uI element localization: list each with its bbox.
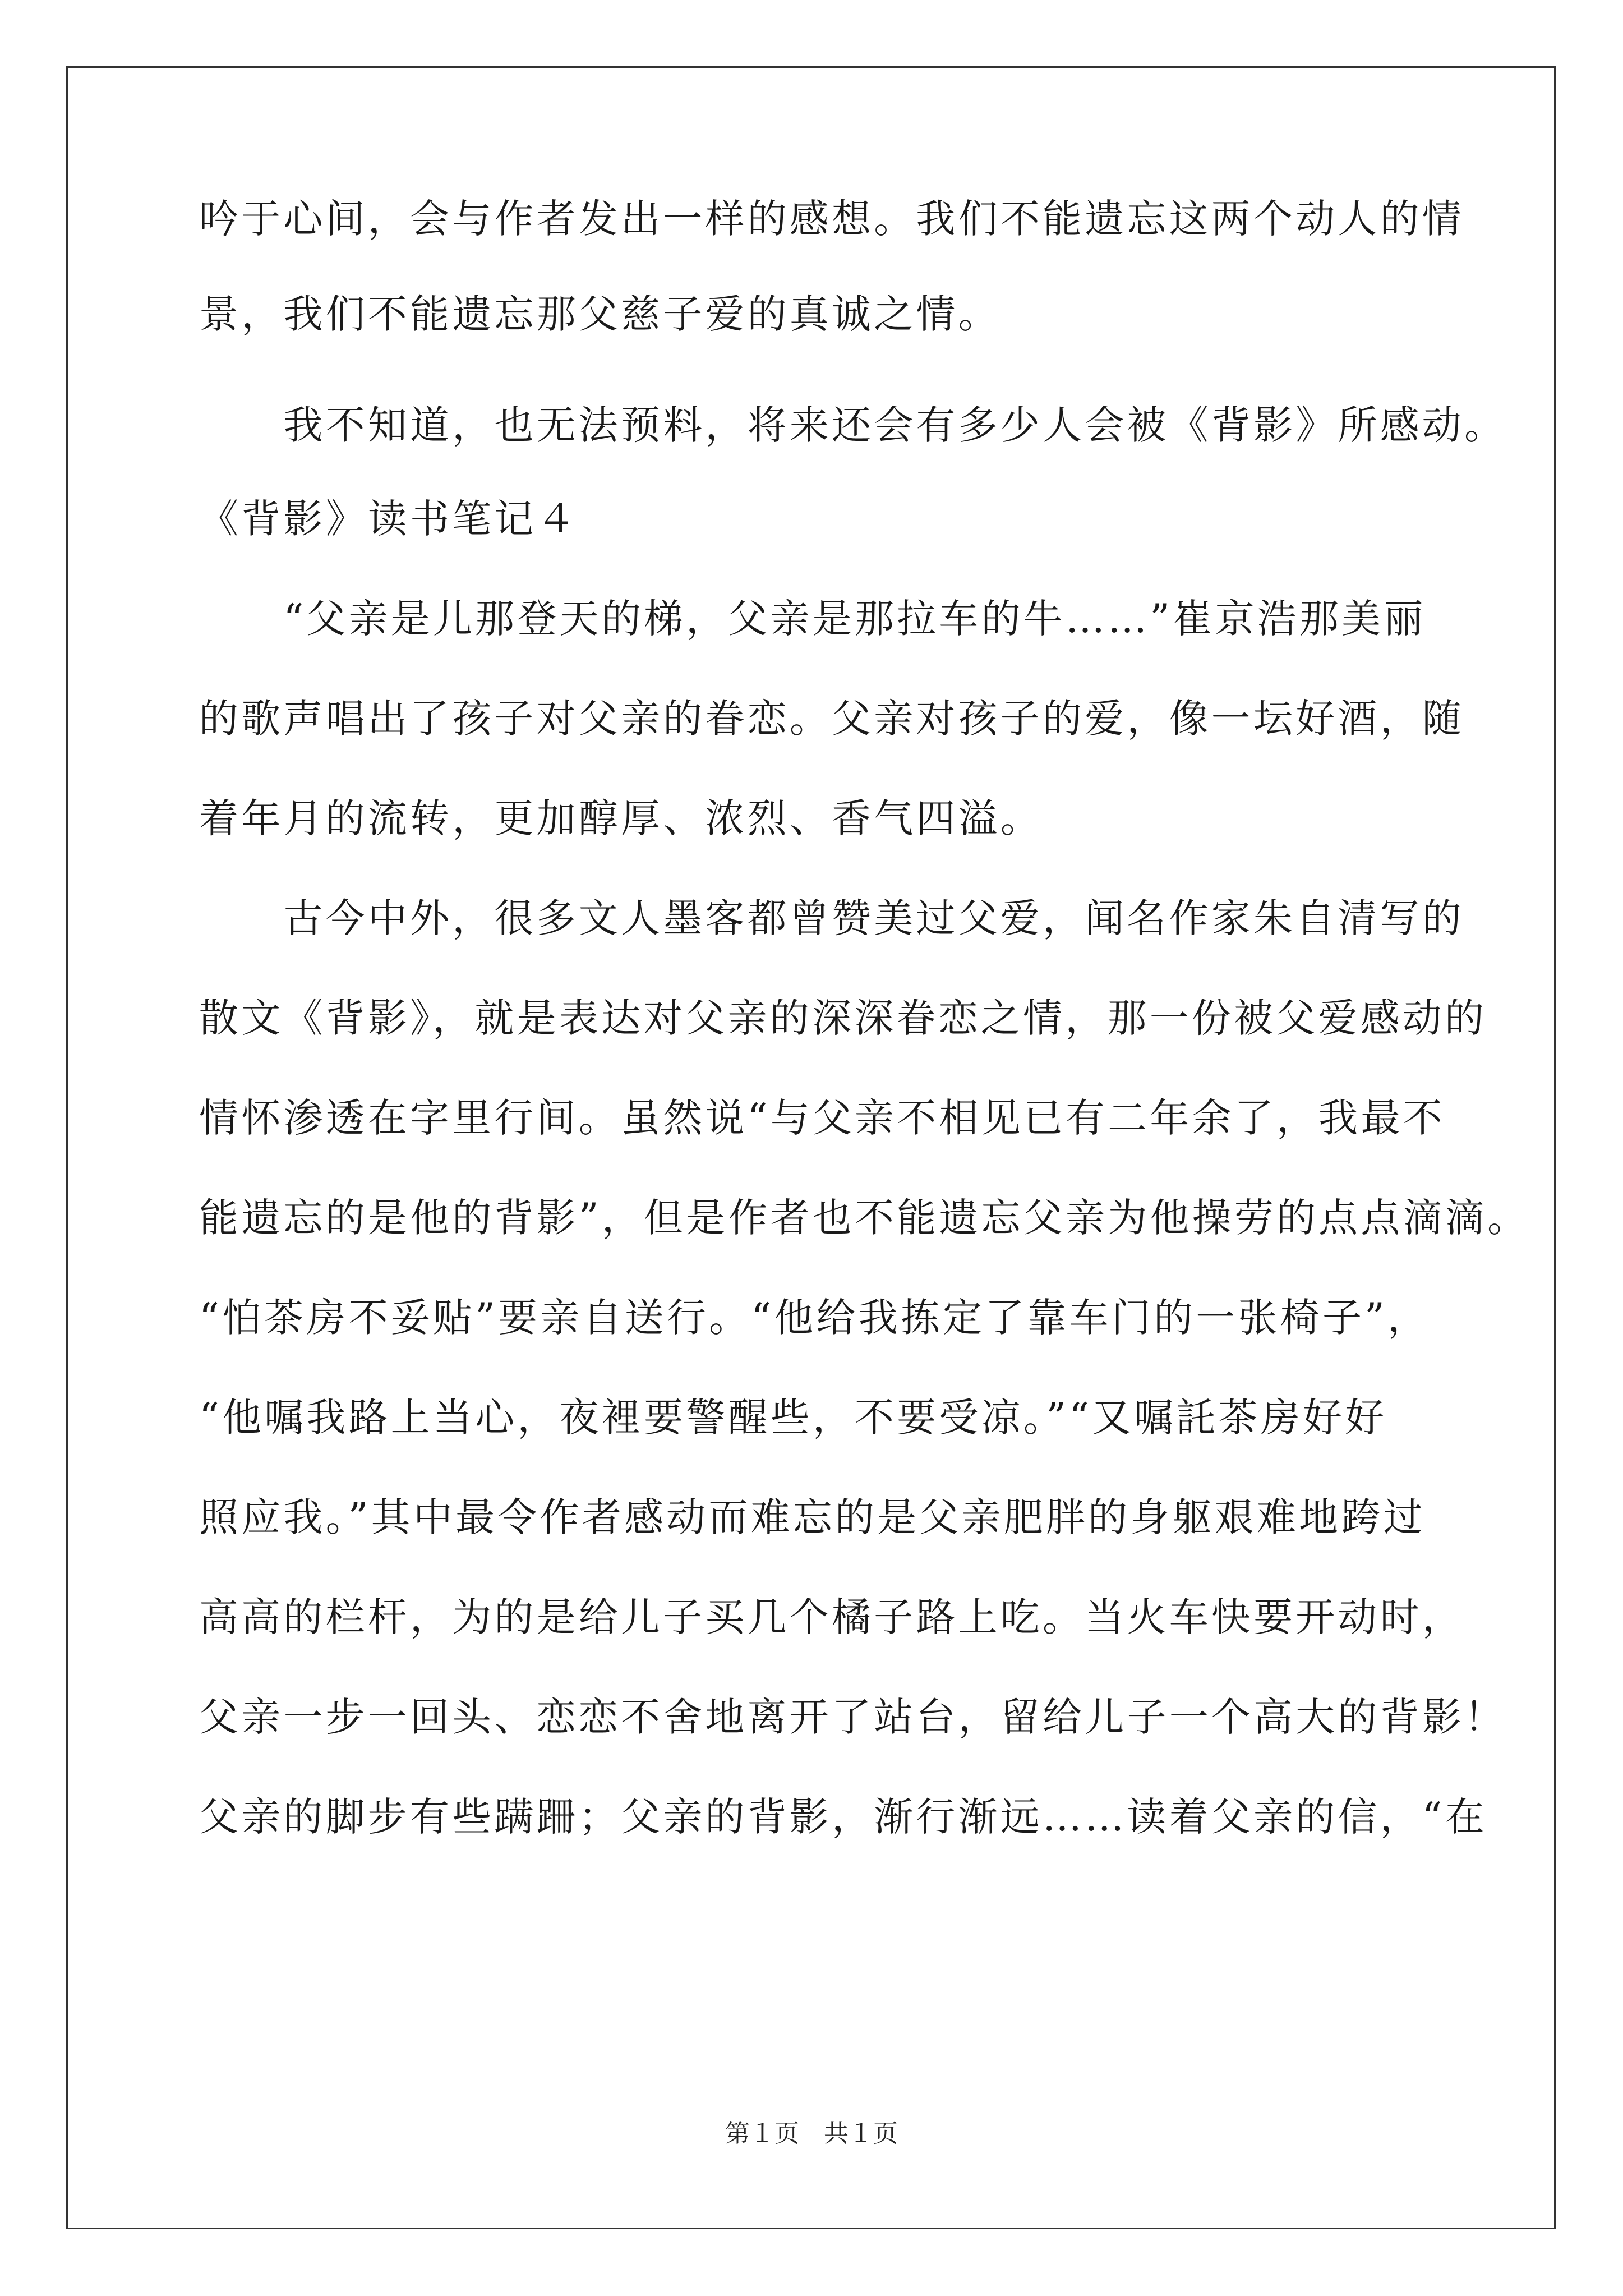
page-number: 第１页 共１页 [725,2119,898,2148]
text-line: 父亲一步一回头、恋恋不舍地离开了站台，留给儿子一个高大的背影！ [199,1694,1507,1740]
text-line: 照应我。”其中最令作者感动而难忘的是父亲肥胖的身躯艰难地跨过 [199,1494,1426,1540]
text-line: “父亲是儿那登天的梯，父亲是那拉车的牛……”崔京浩那美丽 [199,596,1426,642]
text-line: 能遗忘的是他的背影”，但是作者也不能遗忘父亲为他操劳的点点滴滴。 [199,1195,1530,1241]
text-line: “怕茶房不妥贴”要亲自送行。“他给我拣定了靠车门的一张椅子”， [199,1295,1430,1341]
text-line: 着年月的流转，更加醇厚、浓烈、香气四溢。 [199,795,1043,841]
text-line: 父亲的脚步有些蹒跚；父亲的背影，渐行渐远……读着父亲的信，“在 [199,1794,1487,1840]
text-line: 古今中外，很多文人墨客都曾赞美过父爱，闻名作家朱自清写的 [199,895,1464,941]
text-line: 吟于心间，会与作者发出一样的感想。我们不能遗忘这两个动人的情 [199,196,1464,242]
text-line: 我不知道，也无法预料，将来还会有多少人会被《背影》所感动。 [199,402,1507,448]
text-line: “他嘱我路上当心，夜裡要警醒些，不要受凉。”“又嘱託茶房好好 [199,1395,1387,1441]
text-line: 的歌声唱出了孩子对父亲的眷恋。父亲对孩子的爱，像一坛好酒，随 [199,696,1464,742]
text-line: 景，我们不能遗忘那父慈子爱的真诚之情。 [199,291,1000,337]
text-line: 散文《背影》，就是表达对父亲的深深眷恋之情，那一份被父爱感动的 [199,995,1487,1041]
text-line: 高高的栏杆，为的是给儿子买几个橘子路上吃。当火车快要开动时， [199,1594,1464,1640]
section-heading: 《背影》读书笔记４ [199,496,579,542]
page-border [66,66,1556,2229]
text-line: 情怀渗透在字里行间。虽然说“与父亲不相见已有二年余了，我最不 [199,1095,1445,1141]
